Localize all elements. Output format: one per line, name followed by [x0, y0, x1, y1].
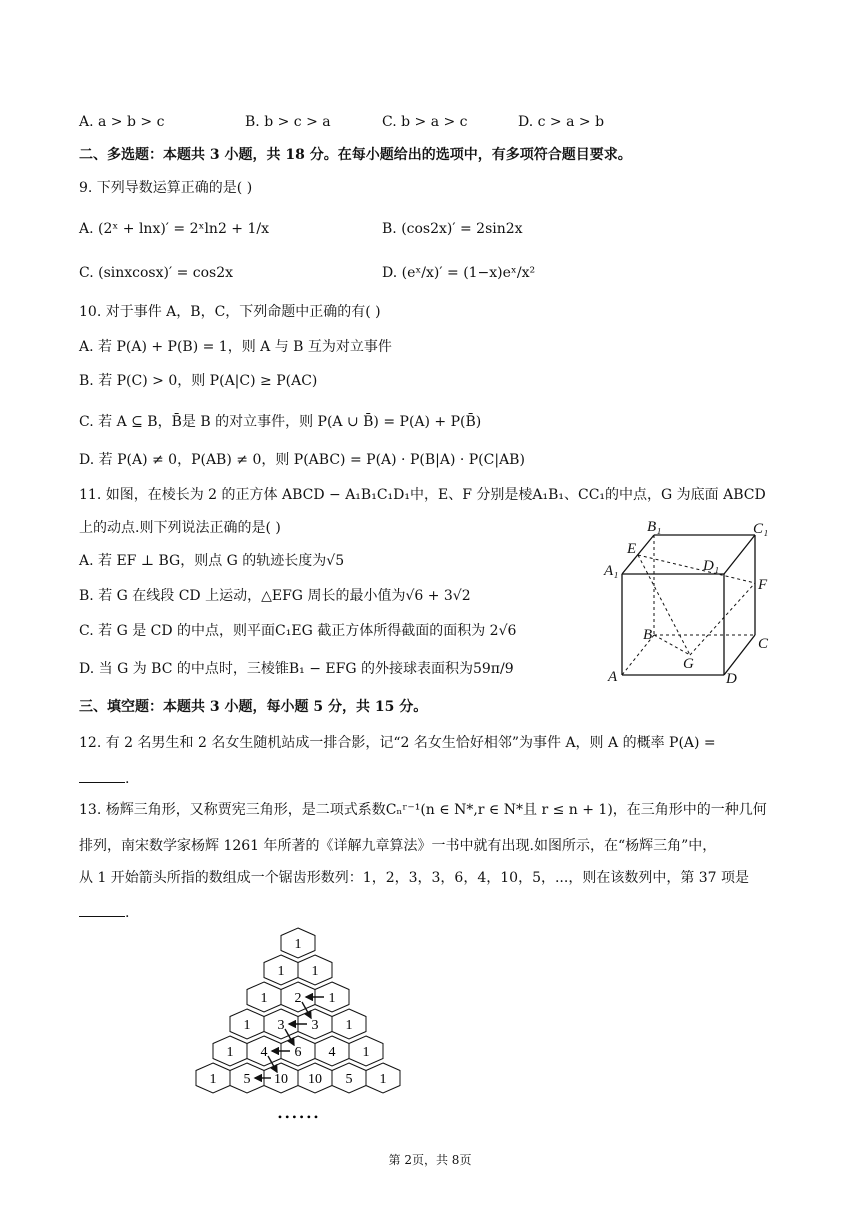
q12-answer-blank[interactable]: [79, 768, 125, 783]
cube-label-f: F: [758, 577, 768, 593]
q11-stem-line1: 11. 如图，在棱长为 2 的正方体 ABCD − A₁B₁C₁D₁中，E、F 分别是棱A₁B₁、CC₁的中点，G 为底面 ABCD: [79, 487, 766, 503]
q9-option-a: A. (2ˣ + lnx)′ = 2ˣln2 + 1/x: [79, 221, 269, 237]
triangle-cell-value: 6: [294, 1045, 302, 1060]
yanghui-triangle-figure: [190, 925, 420, 1125]
q13-line2: 排列，南宋数学家杨辉 1261 年所著的《详解九章算法》一书中就有出现.如图所示，在“杨辉三角”中，: [79, 838, 717, 854]
triangle-cell-value: 4: [328, 1045, 336, 1060]
cube-label-d1: D₁: [703, 558, 720, 574]
cube-label-c1: C₁: [753, 521, 769, 537]
q13-line3: 从 1 开始箭头所指的数组成一个锯齿形数列：1，2，3，3，6，4，10，5，...，则在该数列中，第 37 项是: [79, 870, 750, 886]
q9-option-d: D. (eˣ/x)′ = (1−x)eˣ/x²: [382, 265, 536, 281]
q13-line4: [79, 902, 129, 923]
q8-option-d: D. c > a > b: [518, 114, 605, 130]
triangle-cell-value: 2: [294, 991, 302, 1006]
q8-option-b: B. b > c > a: [245, 114, 331, 130]
triangle-cell-value: 10: [274, 1072, 288, 1087]
cube-label-d: D: [726, 671, 737, 685]
cube-label-b1: B₁: [647, 519, 662, 535]
q11-option-d: D. 当 G 为 BC 的中点时，三棱锥B₁ − EFG 的外接球表面积为59π/9: [79, 661, 514, 677]
q10-stem: 10. 对于事件 A，B，C，下列命题中正确的有( ): [79, 304, 381, 320]
q13-line1: 13. 杨辉三角形，又称贾宪三角形，是二项式系数Cₙʳ⁻¹(n ∈ N*,r ∈ N*且 r ≤ n + 1)，在三角形中的一种几何: [79, 802, 767, 818]
q12-line2: [79, 768, 129, 789]
q11-option-b: B. 若 G 在线段 CD 上运动，△EFG 周长的最小值为√6 + 3√2: [79, 588, 471, 604]
triangle-cell-value: 1: [311, 964, 319, 979]
q12-period: .: [125, 771, 130, 787]
triangle-continuation-dots: • • • • • •: [277, 1110, 319, 1124]
section2-heading: 二、多选题：本题共 3 小题，共 18 分。在每小题给出的选项中，有多项符合题目要求。: [79, 147, 632, 163]
triangle-cell-value: 1: [243, 1018, 251, 1033]
cube-label-g: G: [683, 656, 694, 672]
triangle-cell-value: 1: [260, 991, 268, 1006]
triangle-cell-value: 5: [345, 1072, 353, 1087]
cube-label-a: A: [608, 669, 618, 685]
triangle-cell-value: 1: [379, 1072, 387, 1087]
triangle-cell-value: 1: [345, 1018, 353, 1033]
triangle-cell-value: 5: [243, 1072, 251, 1087]
q10-option-c: C. 若 A ⊆ B，B̄是 B 的对立事件，则 P(A ∪ B̄) = P(A) + P(B̄): [79, 414, 482, 430]
q13-answer-blank[interactable]: [79, 902, 125, 917]
cube-label-a1: A₁: [604, 563, 619, 579]
triangle-cell-value: 1: [277, 964, 285, 979]
triangle-cell-value: 3: [311, 1018, 319, 1033]
cube-label-c: C: [758, 636, 769, 652]
cube-label-b: B: [643, 627, 653, 643]
triangle-cell-value: 1: [209, 1072, 217, 1087]
q9-option-c: C. (sinxcosx)′ = cos2x: [79, 265, 234, 281]
triangle-cell-value: 1: [294, 937, 302, 952]
q10-option-d: D. 若 P(A) ≠ 0，P(AB) ≠ 0，则 P(ABC) = P(A) · P(B|A) · P(C|AB): [79, 452, 525, 468]
q10-option-a: A. 若 P(A) + P(B) = 1，则 A 与 B 互为对立事件: [79, 339, 392, 355]
q13-period: .: [125, 905, 130, 921]
q11-option-c: C. 若 G 是 CD 的中点，则平面C₁EG 截正方体所得截面的面积为 2√6: [79, 623, 517, 639]
q11-stem-line2: 上的动点.则下列说法正确的是( ): [79, 520, 281, 536]
triangle-cell-value: 1: [226, 1045, 234, 1060]
q8-option-a: A. a > b > c: [79, 114, 165, 130]
section3-heading: 三、填空题：本题共 3 小题，每小题 5 分，共 15 分。: [79, 699, 428, 715]
triangle-cell-value: 1: [328, 991, 336, 1006]
triangle-cell-value: 3: [277, 1018, 285, 1033]
triangle-cell-value: 10: [308, 1072, 322, 1087]
triangle-cell-value: 1: [362, 1045, 370, 1060]
q11-option-a: A. 若 EF ⊥ BG，则点 G 的轨迹长度为√5: [79, 553, 345, 569]
cube-label-e: E: [627, 541, 637, 557]
q9-stem: 9. 下列导数运算正确的是( ): [79, 180, 253, 196]
q12-line1: 12. 有 2 名男生和 2 名女生随机站成一排合影，记“2 名女生恰好相邻”为事件 A，则 A 的概率 P(A) =: [79, 735, 716, 751]
cube-figure: [595, 515, 780, 685]
triangle-cell-value: 4: [260, 1045, 268, 1060]
page-footer: 第 2页，共 8页: [388, 1153, 472, 1167]
q9-option-b: B. (cos2x)′ = 2sin2x: [382, 221, 523, 237]
q8-option-c: C. b > a > c: [382, 114, 468, 130]
q10-option-b: B. 若 P(C) > 0，则 P(A|C) ≥ P(AC): [79, 373, 318, 389]
